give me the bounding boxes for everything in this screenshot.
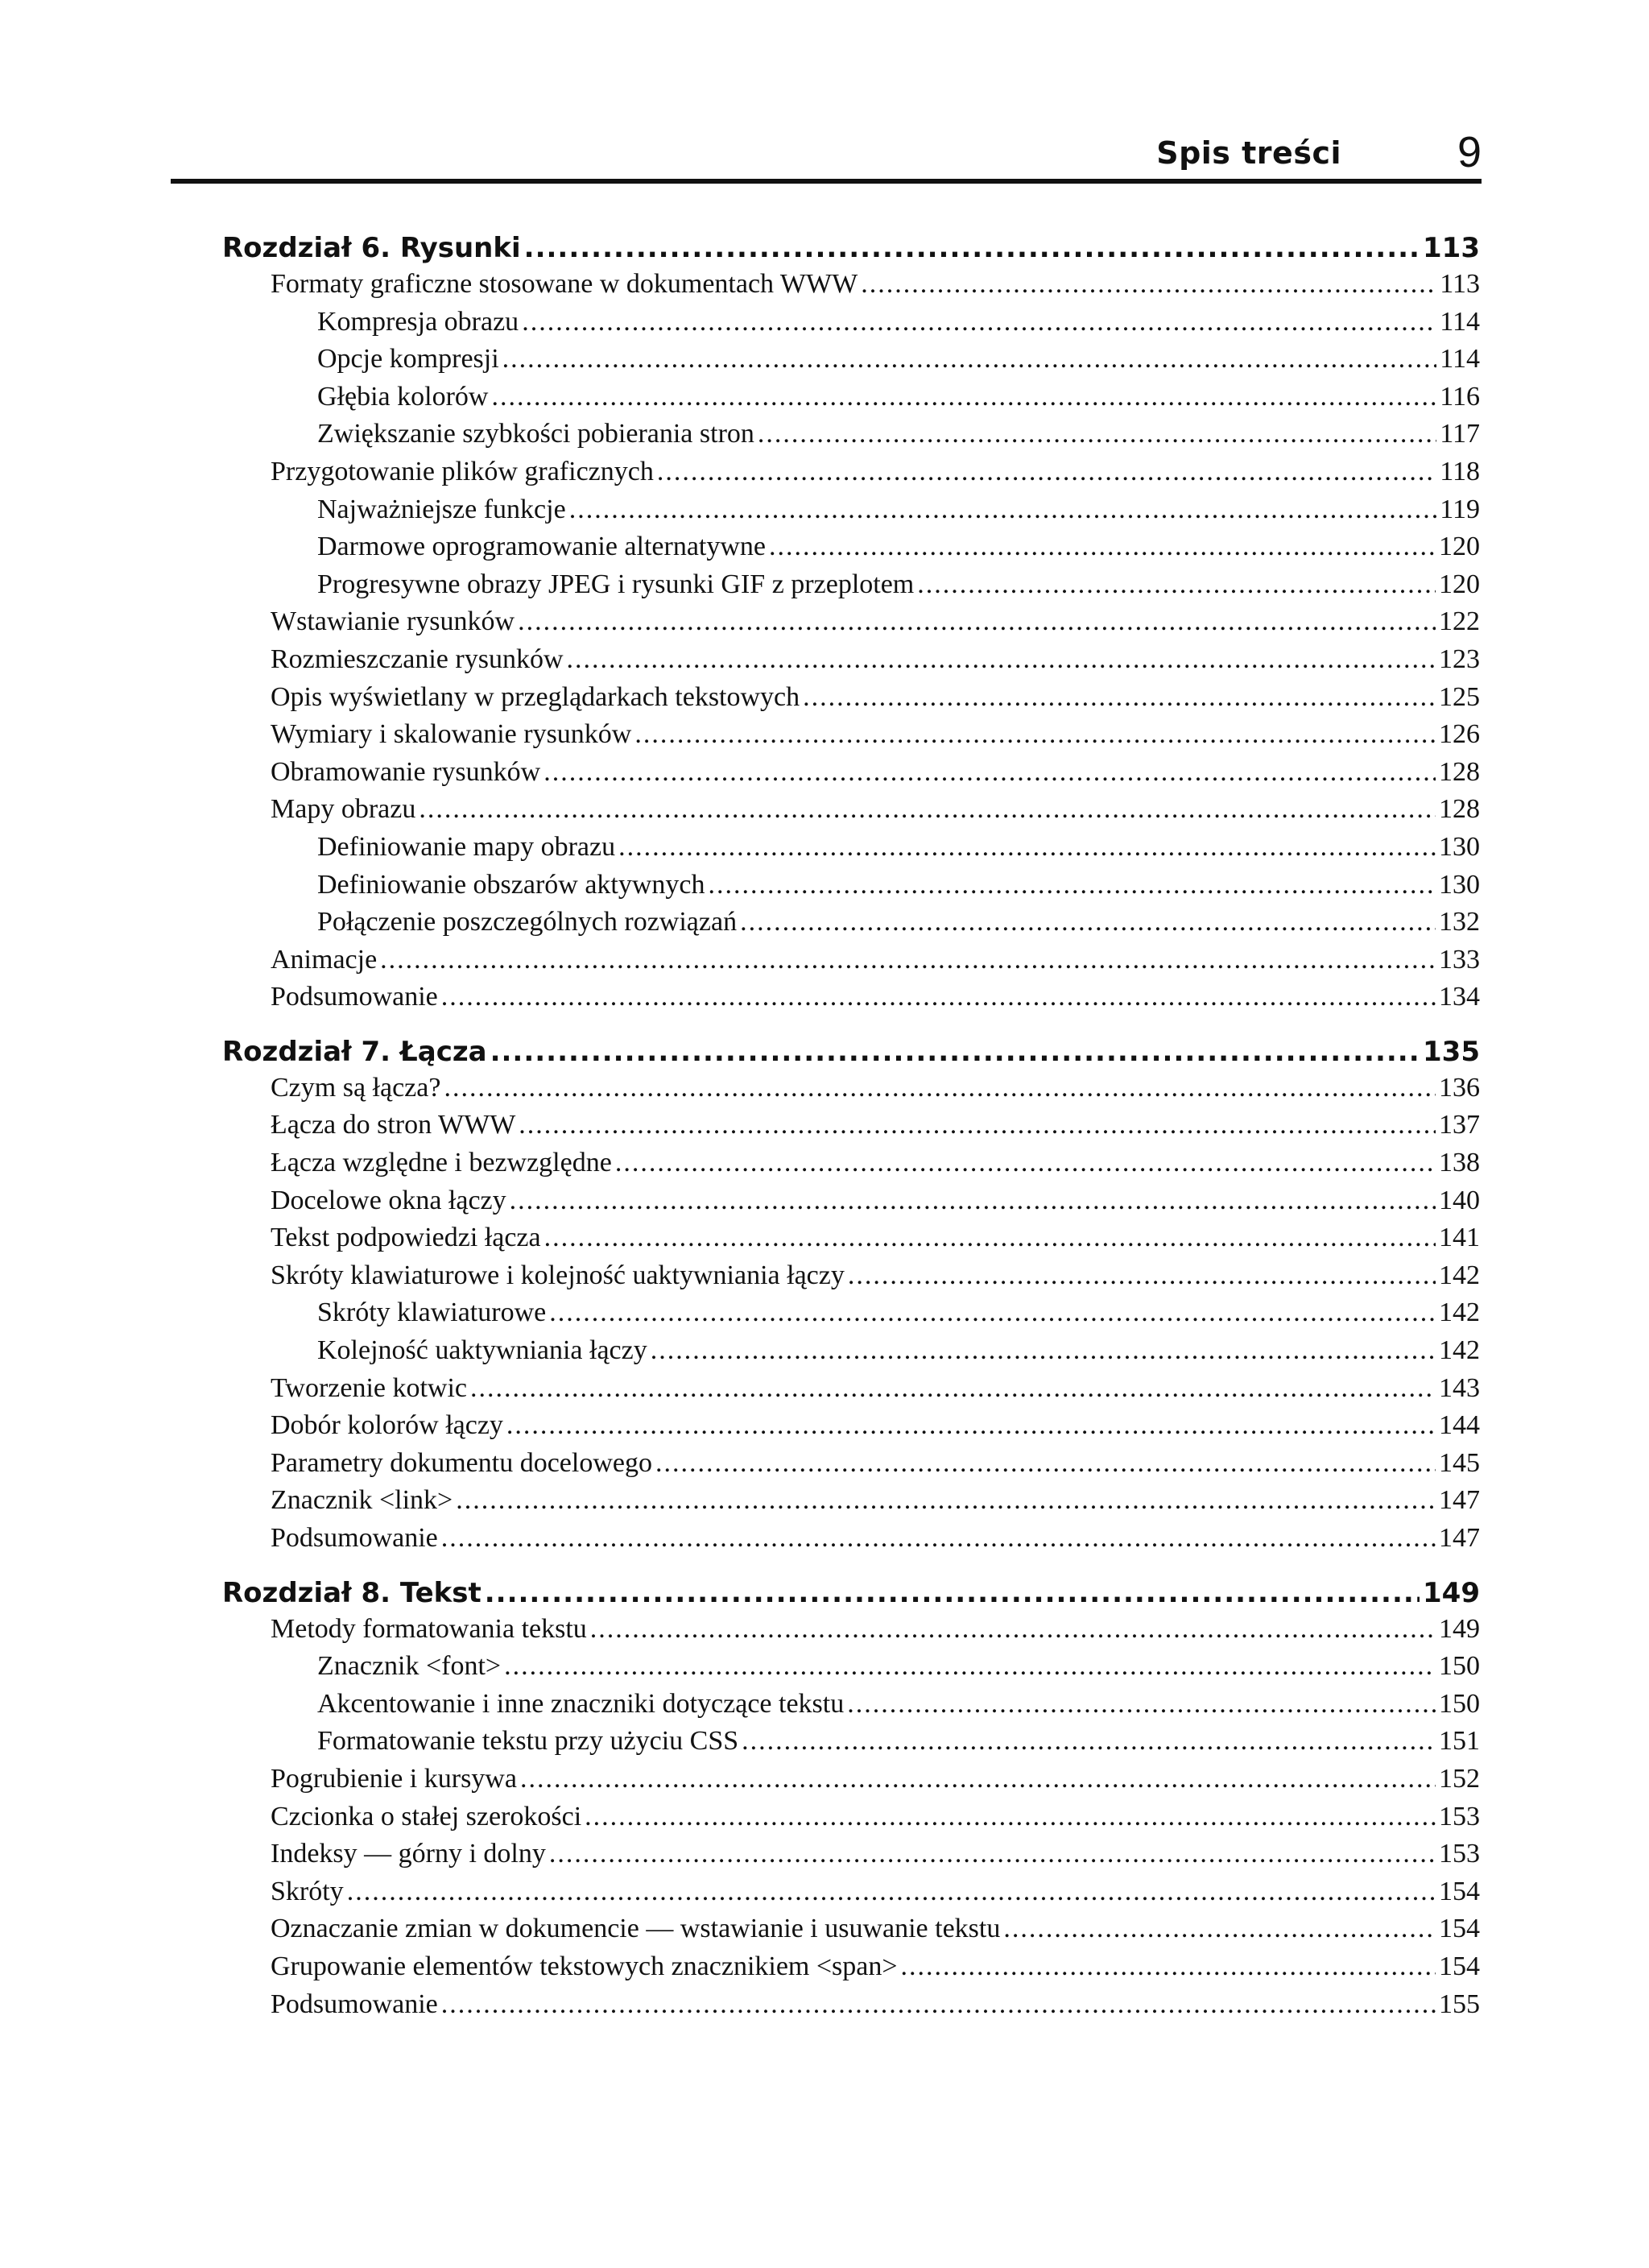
dot-leader: [567, 644, 1436, 675]
entry-page-number: 154: [1439, 1876, 1480, 1906]
entry-title: Animacje: [271, 944, 378, 975]
dot-leader: [634, 719, 1436, 750]
toc-entry[interactable]: [224, 757, 1480, 795]
entry-page-number: 142: [1439, 1297, 1480, 1328]
entry-title: Dobór kolorów łączy: [271, 1410, 503, 1441]
dot-leader: [543, 757, 1436, 788]
dot-leader: [441, 982, 1436, 1012]
entry-page-number: 149: [1439, 1613, 1480, 1644]
entry-page-number: 150: [1439, 1651, 1480, 1682]
entry-title: Znacznik <link>: [271, 1485, 453, 1516]
entry-page-number: 151: [1439, 1726, 1480, 1757]
entry-title: Opis wyświetlany w przeglądarkach tekstowych: [271, 681, 800, 712]
toc-entry[interactable]: [224, 1802, 1480, 1840]
toc-entry[interactable]: [224, 269, 1480, 307]
entry-page-number: 120: [1439, 569, 1480, 599]
entry-title: Zwiększanie szybkości pobierania stron: [317, 419, 754, 449]
toc-entry[interactable]: [224, 644, 1480, 682]
dot-leader: [490, 1036, 1420, 1068]
entry-title: Grupowanie elementów tekstowych znacznikiem <span>: [271, 1951, 898, 1981]
dot-leader: [520, 1764, 1436, 1794]
toc-subentry[interactable]: [224, 832, 1480, 870]
entry-page-number: 138: [1439, 1148, 1480, 1178]
entry-page-number: 126: [1439, 719, 1480, 750]
entry-page-number: 147: [1439, 1485, 1480, 1516]
toc-subentry[interactable]: [224, 569, 1480, 607]
entry-title: Łącza względne i bezwzględne: [271, 1148, 612, 1178]
entry-page-number: 120: [1439, 532, 1480, 562]
entry-title: Pogrubienie i kursywa: [271, 1763, 517, 1794]
entry-title: Znacznik <font>: [317, 1651, 502, 1682]
entry-page-number: 123: [1439, 644, 1480, 674]
chapter-heading[interactable]: [222, 1577, 1480, 1614]
entry-title: Mapy obrazu: [271, 794, 416, 825]
entry-page-number: 113: [1440, 269, 1480, 299]
toc-entry[interactable]: [224, 1073, 1480, 1111]
dot-leader: [769, 532, 1436, 562]
dot-leader: [549, 1297, 1436, 1328]
page-header: [171, 121, 1482, 184]
toc-entry[interactable]: [224, 1877, 1480, 1914]
toc-entry[interactable]: [224, 945, 1480, 983]
dot-leader: [901, 1951, 1436, 1982]
entry-page-number: 144: [1439, 1410, 1480, 1441]
entry-title: Podsumowanie: [271, 1523, 438, 1553]
dot-leader: [1003, 1914, 1436, 1944]
entry-page-number: 153: [1439, 1839, 1480, 1869]
entry-page-number: 142: [1439, 1260, 1480, 1290]
toc-entry[interactable]: [224, 1186, 1480, 1223]
entry-title: Parametry dokumentu docelowego: [271, 1447, 652, 1478]
entry-page-number: 130: [1439, 869, 1480, 900]
entry-page-number: 142: [1439, 1335, 1480, 1366]
toc-entry[interactable]: [224, 1148, 1480, 1186]
dot-leader: [651, 1335, 1436, 1366]
toc-subentry[interactable]: [224, 495, 1480, 532]
entry-title: Połączenie poszczególnych rozwiązań: [317, 907, 738, 937]
dot-leader: [803, 682, 1436, 713]
chapter-heading[interactable]: [222, 1036, 1480, 1073]
dot-leader: [740, 907, 1436, 937]
entry-page-number: 119: [1440, 494, 1480, 524]
toc-subentry[interactable]: [224, 1689, 1480, 1727]
toc-entry[interactable]: [224, 1485, 1480, 1523]
dot-leader: [491, 382, 1436, 412]
entry-page-number: 117: [1440, 419, 1480, 449]
dot-leader: [419, 794, 1436, 825]
entry-title: Najważniejsze funkcje: [317, 494, 566, 524]
dot-leader: [502, 344, 1437, 375]
chapter-page-number: 135: [1423, 1035, 1480, 1068]
entry-page-number: 154: [1439, 1951, 1480, 1981]
chapter-page-number: 113: [1423, 232, 1480, 264]
entry-page-number: 137: [1439, 1110, 1480, 1140]
dot-leader: [742, 1726, 1436, 1757]
entry-page-number: 152: [1439, 1763, 1480, 1794]
entry-page-number: 125: [1439, 681, 1480, 712]
dot-leader: [510, 1186, 1436, 1216]
entry-title: Oznaczanie zmian w dokumencie — wstawianie i usuwanie tekstu: [271, 1914, 1001, 1944]
toc-entry[interactable]: [224, 1951, 1480, 1989]
toc-entry[interactable]: [224, 1223, 1480, 1260]
entry-page-number: 153: [1439, 1801, 1480, 1831]
entry-title: Formatowanie tekstu przy użyciu CSS: [317, 1726, 739, 1757]
entry-page-number: 155: [1439, 1989, 1480, 2019]
entry-page-number: 130: [1439, 831, 1480, 862]
entry-page-number: 132: [1439, 907, 1480, 937]
dot-leader: [504, 1651, 1436, 1682]
dot-leader: [758, 419, 1436, 449]
toc-subentry[interactable]: [224, 532, 1480, 569]
dot-leader: [655, 1448, 1436, 1479]
toc-entry[interactable]: [224, 982, 1480, 1020]
dot-leader: [657, 457, 1436, 487]
entry-title: Kolejność uaktywniania łączy: [317, 1335, 647, 1366]
toc-entry[interactable]: [224, 1764, 1480, 1802]
toc-entry[interactable]: [224, 719, 1480, 757]
entry-title: Progresywne obrazy JPEG i rysunki GIF z przeplotem: [317, 569, 915, 599]
entry-title: Metody formatowania tekstu: [271, 1613, 587, 1644]
toc-subentry[interactable]: [224, 419, 1480, 457]
entry-title: Przygotowanie plików graficznych: [271, 456, 654, 486]
toc-entry[interactable]: [224, 1448, 1480, 1486]
toc-entry[interactable]: [224, 1110, 1480, 1148]
dot-leader: [518, 606, 1436, 637]
entry-title: Czcionka o stałej szerokości: [271, 1801, 582, 1831]
entry-title: Definiowanie mapy obrazu: [317, 831, 616, 862]
toc-entry[interactable]: [224, 1373, 1480, 1411]
toc-entry[interactable]: [224, 794, 1480, 832]
toc-entry[interactable]: [224, 1410, 1480, 1448]
entry-page-number: 150: [1439, 1688, 1480, 1719]
dot-leader: [506, 1410, 1436, 1441]
entry-page-number: 122: [1439, 606, 1480, 637]
dot-leader: [917, 569, 1436, 600]
entry-page-number: 118: [1440, 456, 1480, 486]
entry-title: Skróty: [271, 1876, 344, 1906]
dot-leader: [441, 1989, 1436, 2020]
toc-entry[interactable]: [224, 1614, 1480, 1652]
dot-leader: [519, 1110, 1436, 1140]
entry-title: Wstawianie rysunków: [271, 606, 515, 637]
entry-title: Formaty graficzne stosowane w dokumentach WWW: [271, 269, 858, 299]
toc-entry[interactable]: [224, 682, 1480, 720]
toc-entry[interactable]: [224, 1523, 1480, 1561]
toc-entry[interactable]: [224, 457, 1480, 495]
toc-subentry[interactable]: [224, 1297, 1480, 1335]
chapter-heading[interactable]: [222, 232, 1480, 269]
toc-subentry[interactable]: [224, 870, 1480, 908]
entry-title: Podsumowanie: [271, 982, 438, 1012]
dot-leader: [590, 1614, 1436, 1645]
entry-title: Skróty klawiaturowe: [317, 1297, 547, 1328]
dot-leader: [380, 945, 1436, 975]
entry-page-number: 154: [1439, 1914, 1480, 1944]
toc-subentry[interactable]: [224, 344, 1480, 382]
toc-entry[interactable]: [224, 1914, 1480, 1951]
entry-page-number: 145: [1439, 1447, 1480, 1478]
dot-leader: [549, 1839, 1436, 1869]
dot-leader: [485, 1577, 1420, 1609]
entry-page-number: 114: [1440, 306, 1480, 337]
table-of-contents: [224, 232, 1480, 2026]
dot-leader: [444, 1073, 1436, 1103]
toc-entry[interactable]: [224, 1839, 1480, 1877]
entry-title: Wymiary i skalowanie rysunków: [271, 719, 632, 750]
chapter-title: Rozdział 8. Tekst: [222, 1576, 481, 1609]
entry-title: Skróty klawiaturowe i kolejność uaktywniania łączy: [271, 1260, 845, 1290]
dot-leader: [585, 1802, 1436, 1832]
entry-page-number: 136: [1439, 1072, 1480, 1103]
entry-page-number: 116: [1440, 381, 1480, 412]
entry-title: Docelowe okna łączy: [271, 1185, 506, 1215]
entry-title: Akcentowanie i inne znaczniki dotyczące tekstu: [317, 1688, 845, 1719]
toc-subentry[interactable]: [224, 1651, 1480, 1689]
entry-title: Opcje kompresji: [317, 344, 499, 375]
dot-leader: [544, 1223, 1436, 1253]
entry-title: Podsumowanie: [271, 1989, 438, 2019]
dot-leader: [848, 1260, 1436, 1291]
toc-subentry[interactable]: [224, 307, 1480, 345]
toc-subentry[interactable]: [224, 1335, 1480, 1373]
entry-page-number: 128: [1439, 756, 1480, 787]
dot-leader: [615, 1148, 1436, 1178]
dot-leader: [347, 1877, 1436, 1907]
dot-leader: [709, 870, 1436, 900]
chapter-title: Rozdział 7. Łącza: [222, 1035, 487, 1068]
entry-page-number: 133: [1439, 944, 1480, 975]
entry-title: Indeksy — górny i dolny: [271, 1839, 546, 1869]
dot-leader: [456, 1485, 1436, 1516]
entry-page-number: 143: [1439, 1372, 1480, 1403]
toc-entry[interactable]: [224, 1989, 1480, 2027]
entry-title: Definiowanie obszarów aktywnych: [317, 869, 705, 900]
dot-leader: [441, 1523, 1436, 1554]
dot-leader: [524, 232, 1420, 264]
entry-title: Obramowanie rysunków: [271, 756, 541, 787]
entry-title: Łącza do stron WWW: [271, 1110, 516, 1140]
entry-page-number: 140: [1439, 1185, 1480, 1215]
toc-subentry[interactable]: [224, 1726, 1480, 1764]
header-title: Spis treści: [1156, 135, 1341, 171]
toc-entry[interactable]: [224, 606, 1480, 644]
dot-leader: [522, 307, 1436, 337]
toc-subentry[interactable]: [224, 382, 1480, 420]
chapter-title: Rozdział 6. Rysunki: [222, 232, 521, 264]
chapter-page-number: 149: [1423, 1576, 1480, 1609]
entry-title: Czym są łącza?: [271, 1072, 441, 1103]
dot-leader: [569, 495, 1437, 525]
entry-title: Tekst podpowiedzi łącza: [271, 1223, 541, 1253]
entry-page-number: 147: [1439, 1523, 1480, 1553]
entry-page-number: 141: [1439, 1223, 1480, 1253]
entry-page-number: 134: [1439, 982, 1480, 1012]
entry-title: Darmowe oprogramowanie alternatywne: [317, 532, 766, 562]
entry-title: Głębia kolorów: [317, 381, 489, 412]
entry-title: Kompresja obrazu: [317, 306, 519, 337]
toc-entry[interactable]: [224, 1260, 1480, 1298]
dot-leader: [847, 1689, 1436, 1720]
entry-page-number: 114: [1440, 344, 1480, 375]
header-page-number: 9: [1457, 128, 1482, 176]
entry-title: Tworzenie kotwic: [271, 1372, 468, 1403]
entry-title: Rozmieszczanie rysunków: [271, 644, 564, 674]
entry-page-number: 128: [1439, 794, 1480, 825]
toc-subentry[interactable]: [224, 907, 1480, 945]
dot-leader: [470, 1373, 1436, 1404]
dot-leader: [861, 269, 1436, 300]
dot-leader: [618, 832, 1436, 863]
